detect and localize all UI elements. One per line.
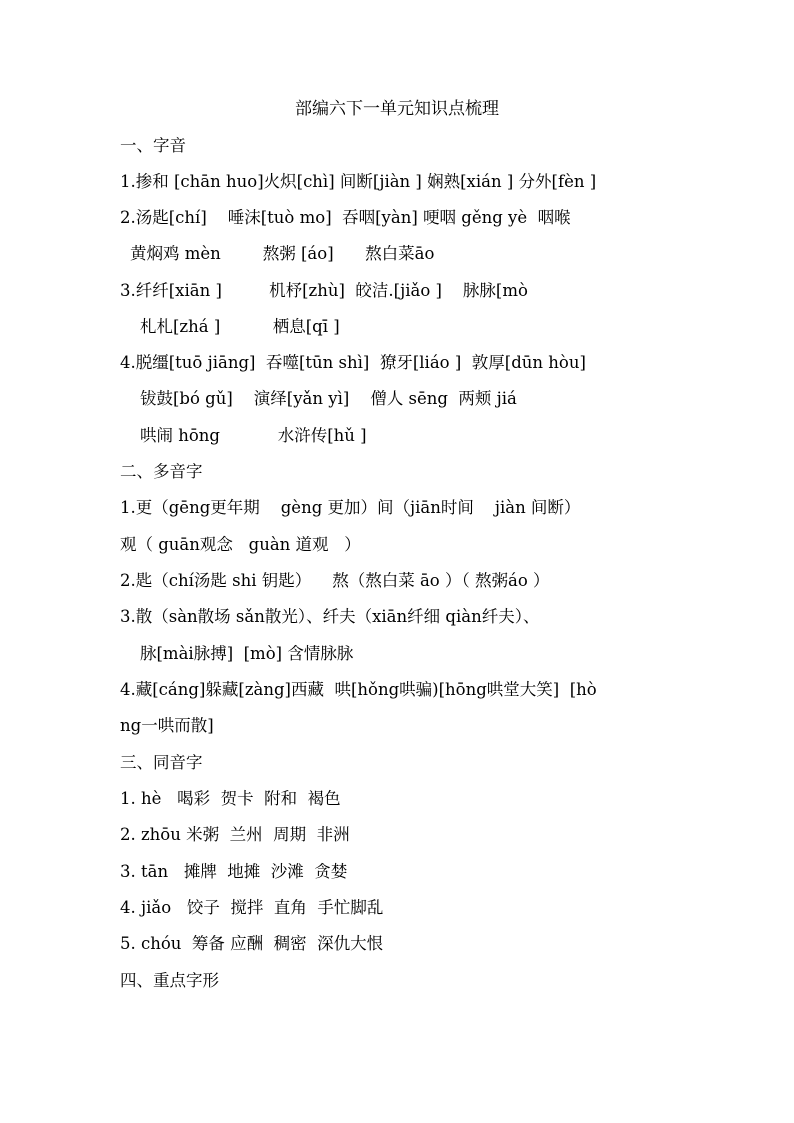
homophone-line-1: 1. hè 喝彩 贺卡 附和 褐色 xyxy=(120,789,341,808)
pronunciation-line-2-cont: 黄焖鸡 mèn 熬粥 [áo] 熬白菜āo xyxy=(130,244,435,263)
homophone-line-3: 3. tān 摊牌 地摊 沙滩 贪婪 xyxy=(120,862,348,881)
homophone-line-4: 4. jiǎo 饺子 搅拌 直角 手忙脚乱 xyxy=(120,898,384,917)
pronunciation-line-4: 4.脱缰[tuō jiāng] 吞噬[tūn shì] 獠牙[liáo ] 敦厚[dūn hòu] xyxy=(120,353,586,372)
pronunciation-line-4-cont-2: 哄闹 hōng 水浒传[hǔ ] xyxy=(140,426,367,445)
section-heading-pronunciation: 一、字音 xyxy=(120,136,186,155)
page-title: 部编六下一单元知识点梳理 xyxy=(295,99,499,119)
polyphone-line-1: 1.更（gēng更年期 gèng 更加）间（jiān时间 jiàn 间断） xyxy=(120,498,581,517)
section-heading-homophones: 三、同音字 xyxy=(120,753,203,772)
homophone-line-2: 2. zhōu 米粥 兰州 周期 非洲 xyxy=(120,825,350,844)
polyphone-line-1-cont: 观（ guān观念 guàn 道观 ） xyxy=(120,535,361,554)
polyphone-line-4-cont: ng一哄而散] xyxy=(120,716,214,735)
homophone-line-5: 5. chóu 筹备 应酬 稠密 深仇大恨 xyxy=(120,934,384,953)
section-heading-polyphones: 二、多音字 xyxy=(120,462,203,481)
pronunciation-line-3: 3.纤纤[xiān ] 机杼[zhù] 皎洁.[jiǎo ] 脉脉[mò xyxy=(120,281,528,300)
polyphone-line-4: 4.藏[cáng]躲藏[zàng]西藏 哄[hǒng哄骗)[hōng哄堂大笑] [hò xyxy=(120,680,597,699)
polyphone-line-3-cont: 脉[mài脉搏] [mò] 含情脉脉 xyxy=(140,644,354,663)
polyphone-line-2: 2.匙（chí汤匙 shi 钥匙） 熬（熬白菜 āo ）（ 熬粥áo ） xyxy=(120,571,550,590)
pronunciation-line-2: 2.汤匙[chí] 唾沫[tuò mo] 吞咽[yàn] 哽咽 gěng yè 咽喉 xyxy=(120,208,571,227)
section-heading-key-characters: 四、重点字形 xyxy=(120,971,219,990)
pronunciation-line-3-cont: 札札[zhá ] 栖息[qī ] xyxy=(140,317,340,336)
pronunciation-line-1: 1.掺和 [chān huo]火炽[chì] 间断[jiàn ] 娴熟[xián ] 分外[fèn ] xyxy=(120,172,597,191)
polyphone-line-3: 3.散（sàn散场 sǎn散光）、纤夫（xiān纤细 qiàn纤夫）、 xyxy=(120,607,540,626)
pronunciation-line-4-cont: 钹鼓[bó gǔ] 演绎[yǎn yì] 僧人 sēng 两颊 jiá xyxy=(140,389,517,408)
